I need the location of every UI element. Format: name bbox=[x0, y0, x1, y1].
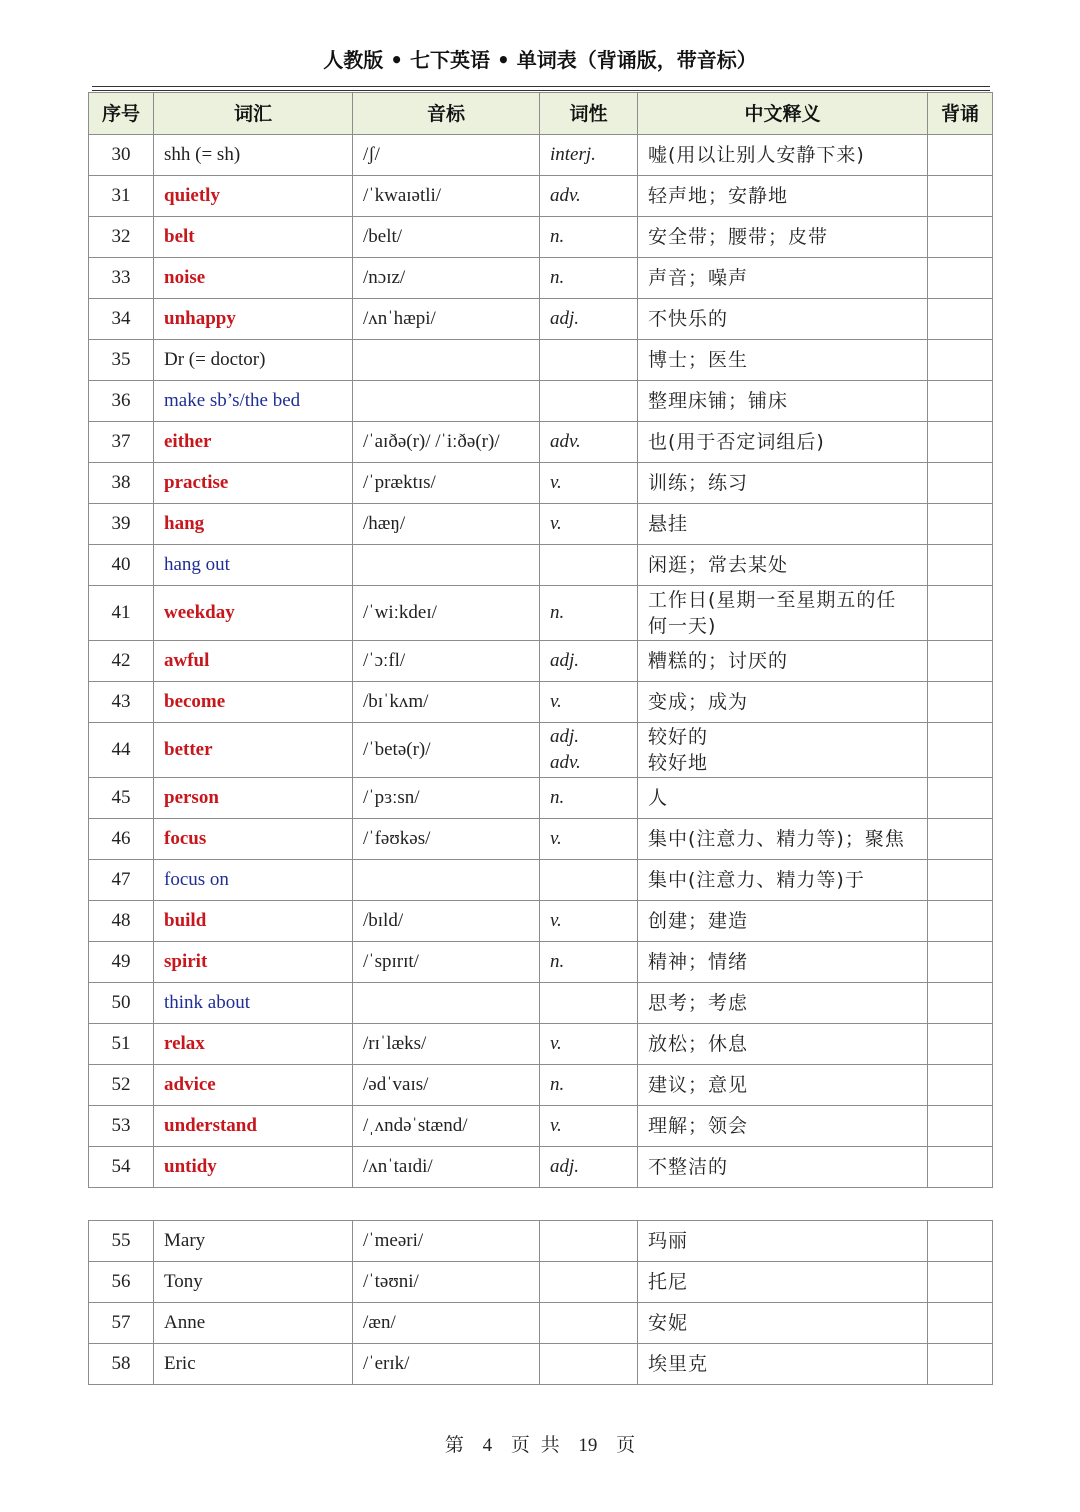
cell-word: either bbox=[154, 422, 353, 463]
cell-recite bbox=[928, 641, 993, 682]
cell-recite bbox=[928, 217, 993, 258]
cell-phonetic: /ˌʌndəˈstænd/ bbox=[353, 1106, 540, 1147]
cell-number: 58 bbox=[89, 1344, 154, 1385]
cell-word: noise bbox=[154, 258, 353, 299]
cell-part-of-speech bbox=[540, 641, 638, 682]
table-row bbox=[89, 942, 993, 983]
cell-meaning-line: 较好地 bbox=[648, 752, 709, 774]
cell-meaning-line: 埃里克 bbox=[648, 1353, 709, 1375]
cell-part-of-speech bbox=[540, 545, 638, 586]
cell-meaning bbox=[638, 504, 928, 545]
cell-word: relax bbox=[154, 1024, 353, 1065]
footer-current-page: 4 bbox=[482, 1435, 493, 1456]
cell-recite bbox=[928, 258, 993, 299]
cell-word: unhappy bbox=[154, 299, 353, 340]
cell-phonetic bbox=[353, 860, 540, 901]
cell-number: 50 bbox=[89, 983, 154, 1024]
cell-number: 47 bbox=[89, 860, 154, 901]
cell-meaning bbox=[638, 217, 928, 258]
cell-recite bbox=[928, 504, 993, 545]
cell-meaning-line: 理解；领会 bbox=[648, 1115, 749, 1137]
title-rule bbox=[92, 86, 990, 87]
cell-meaning-line: 何一天) bbox=[648, 615, 717, 637]
cell-word: spirit bbox=[154, 942, 353, 983]
table-row bbox=[89, 586, 993, 641]
cell-number: 51 bbox=[89, 1024, 154, 1065]
cell-word: Dr (= doctor) bbox=[154, 340, 353, 381]
cell-word: untidy bbox=[154, 1147, 353, 1188]
table-row bbox=[89, 723, 993, 778]
cell-recite bbox=[928, 901, 993, 942]
cell-meaning-line: 放松；休息 bbox=[648, 1033, 749, 1055]
cell-meaning-line: 轻声地；安静地 bbox=[648, 185, 789, 207]
header-recite: 背诵 bbox=[928, 93, 993, 135]
cell-phonetic: /ˈmeəri/ bbox=[353, 1221, 540, 1262]
table-row bbox=[89, 641, 993, 682]
cell-phonetic: /hæŋ/ bbox=[353, 504, 540, 545]
cell-meaning-line: 闲逛；常去某处 bbox=[648, 554, 789, 576]
cell-part-of-speech bbox=[540, 860, 638, 901]
cell-meaning-line: 安妮 bbox=[648, 1312, 689, 1334]
header-number: 序号 bbox=[89, 93, 154, 135]
cell-phonetic: /ˈwiːkdeɪ/ bbox=[353, 586, 540, 641]
cell-phonetic: /æn/ bbox=[353, 1303, 540, 1344]
cell-meaning bbox=[638, 258, 928, 299]
cell-part-of-speech bbox=[540, 135, 638, 176]
cell-part-of-speech bbox=[540, 340, 638, 381]
footer-prefix: 第 bbox=[444, 1435, 464, 1456]
cell-number: 52 bbox=[89, 1065, 154, 1106]
header-phonetic: 音标 bbox=[353, 93, 540, 135]
table-row bbox=[89, 819, 993, 860]
cell-recite bbox=[928, 1221, 993, 1262]
cell-recite bbox=[928, 176, 993, 217]
cell-part-of-speech-line: adj. bbox=[550, 726, 580, 747]
cell-meaning bbox=[638, 1024, 928, 1065]
cell-part-of-speech bbox=[540, 422, 638, 463]
cell-meaning bbox=[638, 682, 928, 723]
cell-meaning-line: 思考；考虑 bbox=[648, 992, 749, 1014]
header-word: 词汇 bbox=[154, 93, 353, 135]
cell-number: 43 bbox=[89, 682, 154, 723]
cell-meaning-line: 集中(注意力、精力等)；聚焦 bbox=[648, 828, 905, 850]
cell-meaning bbox=[638, 1106, 928, 1147]
cell-meaning-line: 嘘(用以让别人安静下来) bbox=[648, 144, 865, 166]
cell-phonetic: /ʌnˈhæpi/ bbox=[353, 299, 540, 340]
cell-recite bbox=[928, 819, 993, 860]
cell-word: make sb’s/the bed bbox=[154, 381, 353, 422]
cell-phonetic: /ˈpræktɪs/ bbox=[353, 463, 540, 504]
cell-meaning bbox=[638, 641, 928, 682]
cell-part-of-speech bbox=[540, 217, 638, 258]
cell-part-of-speech-line: v. bbox=[550, 472, 562, 493]
cell-recite bbox=[928, 983, 993, 1024]
cell-phonetic bbox=[353, 340, 540, 381]
table-header-row bbox=[89, 93, 993, 135]
cell-word: focus bbox=[154, 819, 353, 860]
cell-part-of-speech-line: v. bbox=[550, 1033, 562, 1054]
table-row bbox=[89, 1303, 993, 1344]
footer-middle: 页 共 bbox=[510, 1435, 560, 1456]
cell-recite bbox=[928, 340, 993, 381]
cell-word: build bbox=[154, 901, 353, 942]
cell-meaning-line: 集中(注意力、精力等)于 bbox=[648, 869, 865, 891]
cell-meaning-line: 不快乐的 bbox=[648, 308, 729, 330]
table-row bbox=[89, 545, 993, 586]
cell-meaning bbox=[638, 983, 928, 1024]
cell-phonetic: /ˈerɪk/ bbox=[353, 1344, 540, 1385]
cell-part-of-speech bbox=[540, 258, 638, 299]
cell-number: 57 bbox=[89, 1303, 154, 1344]
cell-number: 44 bbox=[89, 723, 154, 778]
cell-word: Anne bbox=[154, 1303, 353, 1344]
table-row bbox=[89, 176, 993, 217]
table-row bbox=[89, 463, 993, 504]
cell-meaning-line: 训练；练习 bbox=[648, 472, 749, 494]
table-row bbox=[89, 1106, 993, 1147]
table-row bbox=[89, 1147, 993, 1188]
cell-number: 37 bbox=[89, 422, 154, 463]
cell-meaning-line: 变成；成为 bbox=[648, 691, 749, 713]
cell-meaning bbox=[638, 463, 928, 504]
cell-part-of-speech bbox=[540, 942, 638, 983]
cell-number: 53 bbox=[89, 1106, 154, 1147]
page-footer bbox=[0, 1430, 1080, 1457]
cell-word: belt bbox=[154, 217, 353, 258]
cell-number: 33 bbox=[89, 258, 154, 299]
cell-recite bbox=[928, 135, 993, 176]
cell-meaning bbox=[638, 860, 928, 901]
cell-part-of-speech-line: interj. bbox=[550, 144, 596, 165]
table-row bbox=[89, 1344, 993, 1385]
cell-meaning-line: 创建；建造 bbox=[648, 910, 749, 932]
cell-meaning bbox=[638, 1303, 928, 1344]
cell-part-of-speech-line: adv. bbox=[550, 431, 581, 452]
cell-recite bbox=[928, 942, 993, 983]
cell-number: 55 bbox=[89, 1221, 154, 1262]
cell-part-of-speech-line: n. bbox=[550, 602, 565, 623]
cell-word: advice bbox=[154, 1065, 353, 1106]
names-table bbox=[88, 1220, 993, 1385]
cell-part-of-speech bbox=[540, 819, 638, 860]
cell-word: weekday bbox=[154, 586, 353, 641]
cell-part-of-speech bbox=[540, 778, 638, 819]
cell-meaning bbox=[638, 1065, 928, 1106]
cell-phonetic bbox=[353, 983, 540, 1024]
cell-meaning-line: 精神；情绪 bbox=[648, 951, 749, 973]
cell-phonetic: /ʃ/ bbox=[353, 135, 540, 176]
cell-number: 40 bbox=[89, 545, 154, 586]
cell-meaning-line: 悬挂 bbox=[648, 513, 689, 535]
cell-recite bbox=[928, 778, 993, 819]
cell-recite bbox=[928, 723, 993, 778]
cell-part-of-speech bbox=[540, 176, 638, 217]
cell-word: focus on bbox=[154, 860, 353, 901]
cell-meaning bbox=[638, 422, 928, 463]
cell-meaning-line: 较好的 bbox=[648, 726, 709, 748]
cell-meaning-line: 不整洁的 bbox=[648, 1156, 729, 1178]
cell-word: hang out bbox=[154, 545, 353, 586]
cell-part-of-speech-line: adj. bbox=[550, 308, 580, 329]
cell-meaning-line: 博士；医生 bbox=[648, 349, 749, 371]
cell-meaning bbox=[638, 1344, 928, 1385]
cell-part-of-speech-line: adj. bbox=[550, 1156, 580, 1177]
cell-part-of-speech bbox=[540, 299, 638, 340]
cell-number: 36 bbox=[89, 381, 154, 422]
cell-part-of-speech bbox=[540, 723, 638, 778]
table-row bbox=[89, 340, 993, 381]
cell-part-of-speech-line: adj. bbox=[550, 650, 580, 671]
table-row bbox=[89, 860, 993, 901]
cell-phonetic: /ʌnˈtaɪdi/ bbox=[353, 1147, 540, 1188]
cell-recite bbox=[928, 463, 993, 504]
cell-meaning bbox=[638, 723, 928, 778]
cell-number: 32 bbox=[89, 217, 154, 258]
cell-part-of-speech bbox=[540, 586, 638, 641]
table-row bbox=[89, 381, 993, 422]
cell-recite bbox=[928, 1147, 993, 1188]
cell-recite bbox=[928, 381, 993, 422]
cell-word: understand bbox=[154, 1106, 353, 1147]
cell-part-of-speech bbox=[540, 1221, 638, 1262]
table-row bbox=[89, 299, 993, 340]
cell-recite bbox=[928, 1024, 993, 1065]
cell-part-of-speech-line: n. bbox=[550, 787, 565, 808]
cell-meaning-line: 糟糕的；讨厌的 bbox=[648, 650, 789, 672]
cell-recite bbox=[928, 860, 993, 901]
cell-number: 34 bbox=[89, 299, 154, 340]
cell-number: 35 bbox=[89, 340, 154, 381]
table-row bbox=[89, 504, 993, 545]
cell-phonetic: /ˈspɪrɪt/ bbox=[353, 942, 540, 983]
cell-part-of-speech bbox=[540, 1147, 638, 1188]
cell-part-of-speech-line: n. bbox=[550, 951, 565, 972]
cell-part-of-speech-line: n. bbox=[550, 226, 565, 247]
table-row bbox=[89, 1262, 993, 1303]
cell-phonetic: /bɪˈkʌm/ bbox=[353, 682, 540, 723]
cell-number: 49 bbox=[89, 942, 154, 983]
cell-part-of-speech bbox=[540, 504, 638, 545]
table-row bbox=[89, 258, 993, 299]
cell-meaning-line: 建议；意见 bbox=[648, 1074, 749, 1096]
table-row bbox=[89, 1065, 993, 1106]
cell-word: practise bbox=[154, 463, 353, 504]
cell-meaning bbox=[638, 778, 928, 819]
cell-meaning bbox=[638, 586, 928, 641]
cell-meaning bbox=[638, 299, 928, 340]
cell-phonetic: /ədˈvaɪs/ bbox=[353, 1065, 540, 1106]
table-row bbox=[89, 901, 993, 942]
cell-phonetic: /ˈbetə(r)/ bbox=[353, 723, 540, 778]
cell-meaning bbox=[638, 901, 928, 942]
cell-phonetic: /ˈɔːfl/ bbox=[353, 641, 540, 682]
cell-part-of-speech bbox=[540, 1024, 638, 1065]
cell-word: shh (= sh) bbox=[154, 135, 353, 176]
cell-phonetic bbox=[353, 381, 540, 422]
cell-part-of-speech bbox=[540, 1262, 638, 1303]
cell-phonetic: /rɪˈlæks/ bbox=[353, 1024, 540, 1065]
cell-part-of-speech bbox=[540, 1303, 638, 1344]
cell-recite bbox=[928, 545, 993, 586]
cell-part-of-speech-line: n. bbox=[550, 1074, 565, 1095]
cell-word: become bbox=[154, 682, 353, 723]
cell-recite bbox=[928, 299, 993, 340]
table-row bbox=[89, 422, 993, 463]
cell-meaning bbox=[638, 381, 928, 422]
table-row bbox=[89, 135, 993, 176]
cell-recite bbox=[928, 1262, 993, 1303]
footer-suffix: 页 bbox=[616, 1435, 636, 1456]
cell-part-of-speech-line: v. bbox=[550, 1115, 562, 1136]
cell-phonetic: /ˈfəʊkəs/ bbox=[353, 819, 540, 860]
cell-part-of-speech bbox=[540, 1065, 638, 1106]
cell-meaning-line: 安全带；腰带；皮带 bbox=[648, 226, 829, 248]
cell-word: awful bbox=[154, 641, 353, 682]
cell-word: hang bbox=[154, 504, 353, 545]
cell-number: 30 bbox=[89, 135, 154, 176]
cell-number: 56 bbox=[89, 1262, 154, 1303]
cell-meaning-line: 人 bbox=[648, 787, 669, 809]
cell-number: 31 bbox=[89, 176, 154, 217]
cell-part-of-speech bbox=[540, 901, 638, 942]
cell-part-of-speech-line: adv. bbox=[550, 752, 581, 773]
cell-meaning-line: 托尼 bbox=[648, 1271, 689, 1293]
cell-recite bbox=[928, 1344, 993, 1385]
header-part-of-speech: 词性 bbox=[540, 93, 638, 135]
cell-phonetic: /nɔɪz/ bbox=[353, 258, 540, 299]
cell-part-of-speech bbox=[540, 1106, 638, 1147]
cell-meaning bbox=[638, 135, 928, 176]
cell-part-of-speech bbox=[540, 463, 638, 504]
cell-part-of-speech bbox=[540, 983, 638, 1024]
document-title: 人教版 • 七下英语 • 单词表（背诵版，带音标） bbox=[323, 48, 757, 72]
cell-phonetic: /ˈkwaɪətli/ bbox=[353, 176, 540, 217]
cell-part-of-speech-line: v. bbox=[550, 828, 562, 849]
cell-word: Eric bbox=[154, 1344, 353, 1385]
table-row bbox=[89, 1221, 993, 1262]
cell-recite bbox=[928, 422, 993, 463]
cell-meaning bbox=[638, 819, 928, 860]
footer-total-pages: 19 bbox=[578, 1435, 598, 1456]
cell-recite bbox=[928, 586, 993, 641]
table-row bbox=[89, 778, 993, 819]
cell-meaning bbox=[638, 1221, 928, 1262]
table-row bbox=[89, 682, 993, 723]
cell-phonetic: /ˈaɪðə(r)/ /ˈiːðə(r)/ bbox=[353, 422, 540, 463]
cell-part-of-speech bbox=[540, 1344, 638, 1385]
cell-phonetic: /belt/ bbox=[353, 217, 540, 258]
cell-part-of-speech-line: v. bbox=[550, 691, 562, 712]
cell-number: 46 bbox=[89, 819, 154, 860]
cell-part-of-speech bbox=[540, 682, 638, 723]
cell-part-of-speech-line: v. bbox=[550, 910, 562, 931]
cell-word: think about bbox=[154, 983, 353, 1024]
cell-word: Tony bbox=[154, 1262, 353, 1303]
cell-word: person bbox=[154, 778, 353, 819]
cell-meaning bbox=[638, 942, 928, 983]
table-row bbox=[89, 217, 993, 258]
cell-recite bbox=[928, 1303, 993, 1344]
header-meaning: 中文释义 bbox=[638, 93, 928, 135]
cell-meaning-line: 整理床铺；铺床 bbox=[648, 390, 789, 412]
cell-meaning-line: 工作日(星期一至星期五的任 bbox=[648, 589, 897, 611]
cell-part-of-speech bbox=[540, 381, 638, 422]
cell-number: 42 bbox=[89, 641, 154, 682]
cell-phonetic bbox=[353, 545, 540, 586]
cell-part-of-speech-line: n. bbox=[550, 267, 565, 288]
cell-word: Mary bbox=[154, 1221, 353, 1262]
cell-meaning-line: 玛丽 bbox=[648, 1230, 689, 1252]
cell-number: 45 bbox=[89, 778, 154, 819]
cell-number: 48 bbox=[89, 901, 154, 942]
cell-recite bbox=[928, 682, 993, 723]
cell-part-of-speech-line: v. bbox=[550, 513, 562, 534]
cell-number: 54 bbox=[89, 1147, 154, 1188]
cell-meaning bbox=[638, 176, 928, 217]
title-rule bbox=[92, 90, 990, 91]
cell-meaning bbox=[638, 545, 928, 586]
cell-part-of-speech-line: adv. bbox=[550, 185, 581, 206]
cell-phonetic: /ˈtəʊni/ bbox=[353, 1262, 540, 1303]
cell-phonetic: /ˈpɜːsn/ bbox=[353, 778, 540, 819]
cell-word: better bbox=[154, 723, 353, 778]
cell-recite bbox=[928, 1106, 993, 1147]
cell-meaning bbox=[638, 1262, 928, 1303]
table-row bbox=[89, 1024, 993, 1065]
cell-meaning-line: 声音；噪声 bbox=[648, 267, 749, 289]
cell-word: quietly bbox=[154, 176, 353, 217]
cell-number: 41 bbox=[89, 586, 154, 641]
cell-number: 38 bbox=[89, 463, 154, 504]
table-row bbox=[89, 983, 993, 1024]
cell-meaning bbox=[638, 340, 928, 381]
cell-meaning bbox=[638, 1147, 928, 1188]
cell-recite bbox=[928, 1065, 993, 1106]
cell-phonetic: /bɪld/ bbox=[353, 901, 540, 942]
cell-number: 39 bbox=[89, 504, 154, 545]
vocabulary-table bbox=[88, 92, 993, 1188]
cell-meaning-line: 也(用于否定词组后) bbox=[648, 431, 825, 453]
